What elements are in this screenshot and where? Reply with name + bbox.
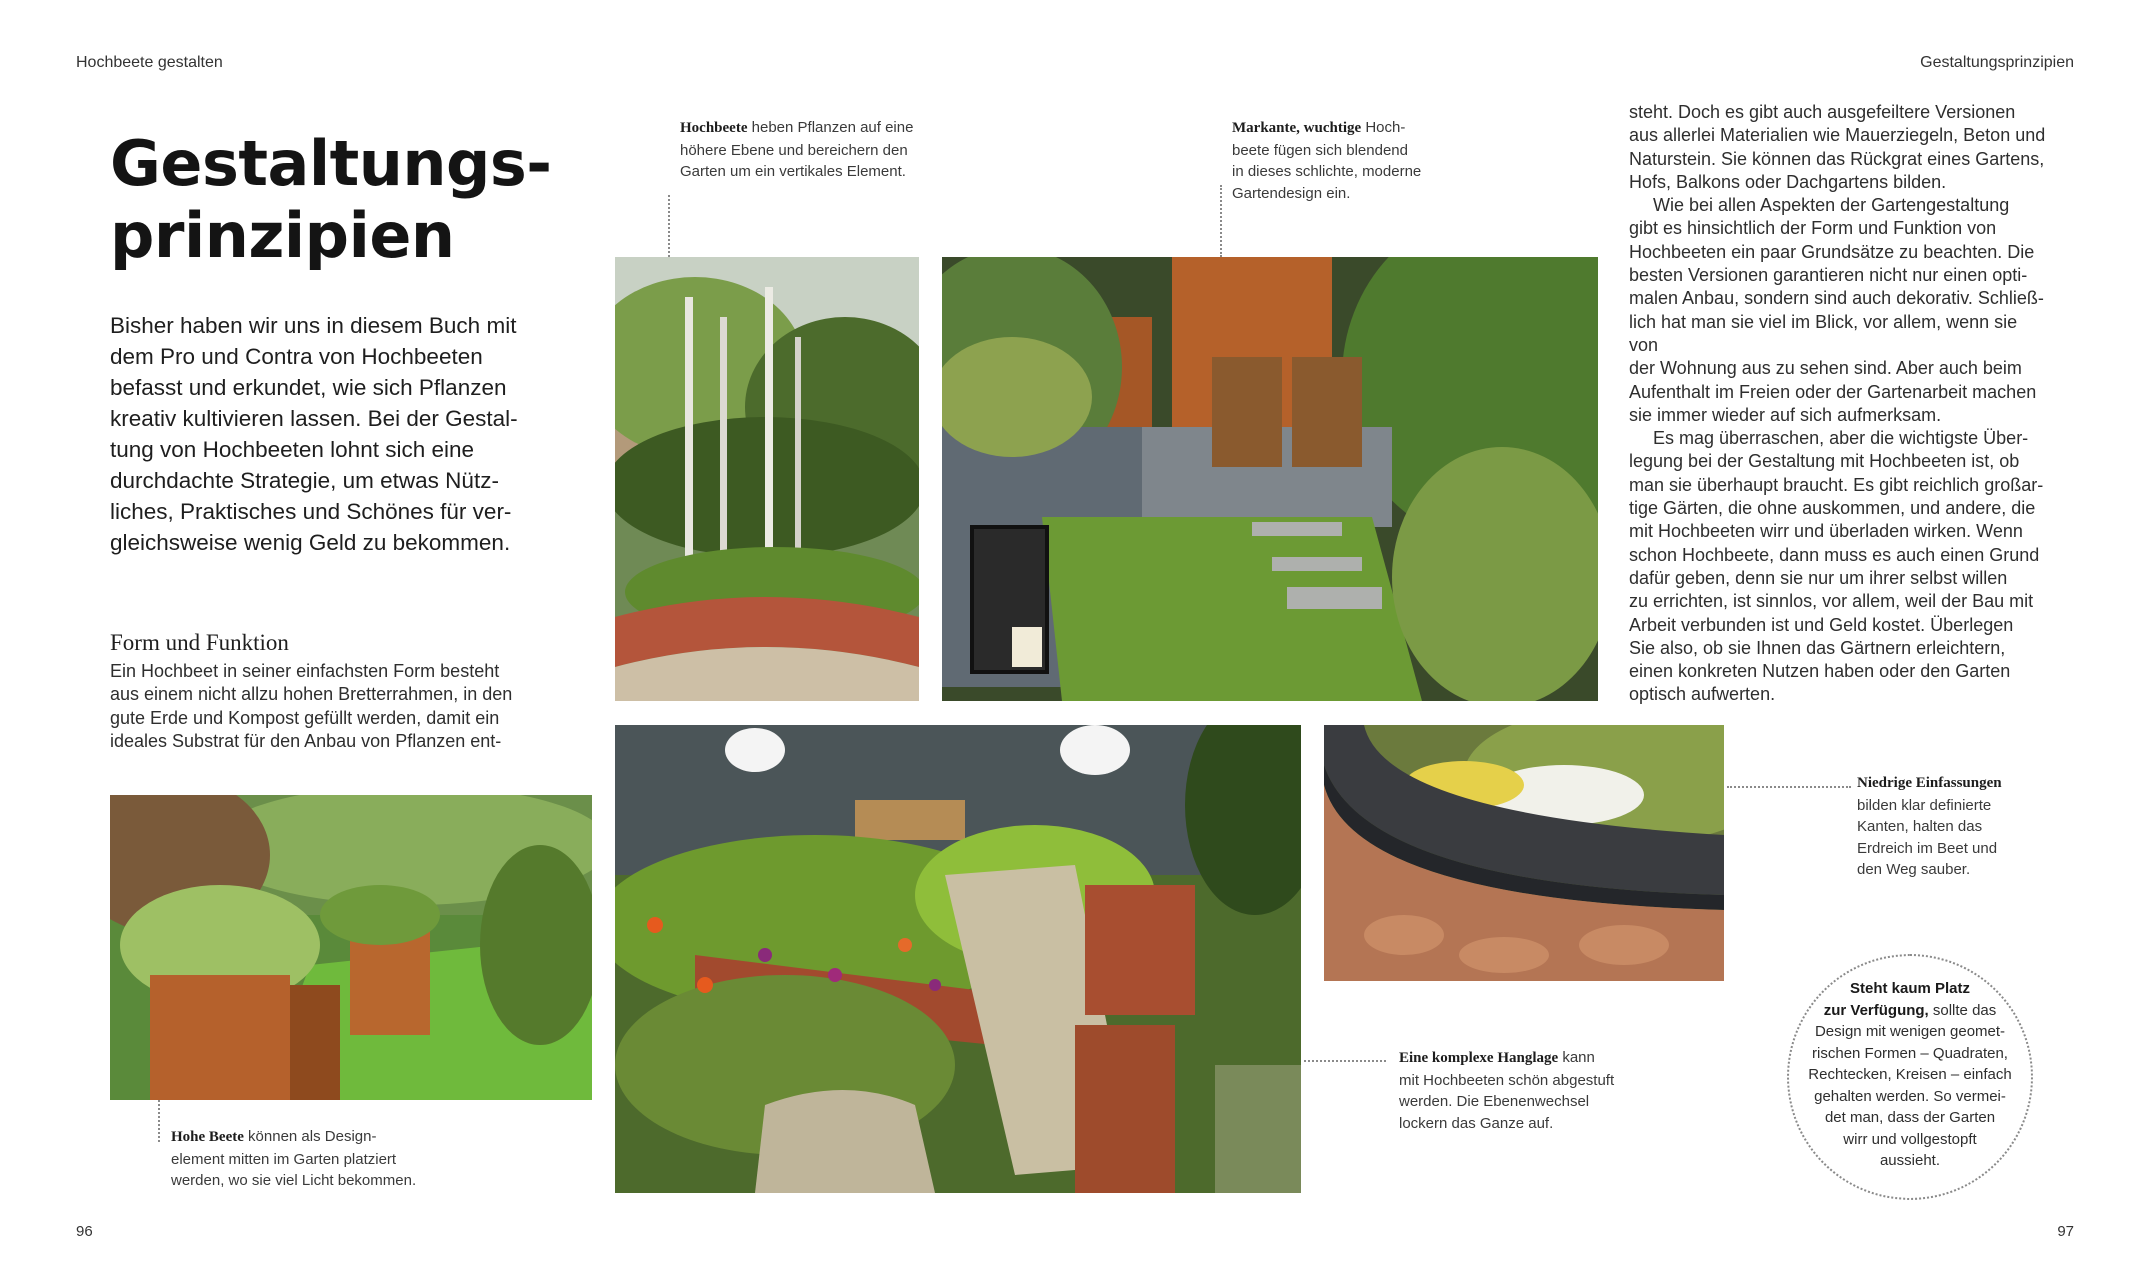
caption-hohe-beete xyxy=(171,1126,471,1192)
page-title xyxy=(110,128,630,272)
caption-text: kann xyxy=(1558,1049,1595,1066)
caption-text: den Weg sauber. xyxy=(1857,861,1971,878)
page-title-line-1: Gestaltungs- xyxy=(110,127,552,200)
tip-bold: zur Verfügung, xyxy=(1823,1001,1929,1019)
body-line: schon Hochbeete, dann muss es auch einen Grund xyxy=(1629,544,2040,565)
tip-line: sollte das xyxy=(1928,1001,1997,1019)
body-line: dafür geben, denn sie nur um ihrer selbst willen xyxy=(1629,567,2008,588)
body-line: Naturstein. Sie können das Rückgrat eines Gartens, xyxy=(1629,148,2045,169)
caption-text: werden. Die Ebenenwechsel xyxy=(1399,1093,1590,1110)
body-line: Sie also, ob sie Ihnen das Gärtnern erleichtern, xyxy=(1629,637,2006,658)
body-line: gute Erde und Kompost gefüllt werden, damit ein xyxy=(110,707,500,728)
section-heading: Form und Funktion xyxy=(110,630,289,655)
body-line: Hofs, Balkons oder Dachgartens bilden. xyxy=(1629,171,1947,192)
running-head-left: Hochbeete gestalten xyxy=(76,54,223,71)
body-line: Wie bei allen Aspekten der Gartengestaltung xyxy=(1653,195,2010,216)
tip-line: rischen Formen – Quadraten, xyxy=(1812,1044,2008,1062)
caption-bold: Hochbeete xyxy=(680,120,748,136)
photo-slate-wall-bed xyxy=(1324,725,1724,981)
caption-text: Hoch- xyxy=(1361,119,1406,136)
body-line: lich hat man sie viel im Blick, vor allem, wenn sie von xyxy=(1629,311,2018,355)
tip-bold: Steht kaum Platz xyxy=(1849,980,1971,997)
intro-line: Bisher haben wir uns in diesem Buch mit xyxy=(110,313,517,338)
running-head-right: Gestaltungsprinzipien xyxy=(1920,54,2074,71)
intro-line: dem Pro und Contra von Hochbeeten xyxy=(110,344,483,369)
intro-line: durchdachte Strategie, um etwas Nütz- xyxy=(110,468,499,493)
page-number-left: 96 xyxy=(76,1223,93,1240)
caption-markante xyxy=(1232,117,1472,204)
intro-line: liches, Praktisches und Schönes für ver- xyxy=(110,499,512,524)
tip-line: det man, dass der Garten xyxy=(1824,1109,1996,1126)
body-line: Es mag überraschen, aber die wichtigste Über- xyxy=(1653,428,2029,449)
caption-text: beete fügen sich blendend xyxy=(1232,141,1408,159)
caption-text: Gartendesign ein. xyxy=(1232,184,1351,202)
intro-paragraph xyxy=(110,310,590,558)
page-title-line-2: prinzipien xyxy=(110,199,455,272)
tip-line: aussieht. xyxy=(1879,1152,1941,1169)
caption-text: Kanten, halten das xyxy=(1857,818,1983,835)
photo-corten-raised-beds xyxy=(110,795,592,1100)
caption-leader-line xyxy=(1220,185,1222,257)
caption-leader-line xyxy=(1727,786,1851,788)
body-line: legung bei der Gestaltung mit Hochbeeten ist, ob xyxy=(1629,451,2020,472)
body-line: Aufenthalt im Freien oder der Gartenarbeit machen xyxy=(1629,381,2037,402)
body-line: tige Gärten, die ohne auskommen, und andere, die xyxy=(1629,498,2036,519)
body-line: mit Hochbeeten wirr und überladen wirken. Wenn xyxy=(1629,521,2023,542)
section-body xyxy=(110,660,550,753)
caption-text: werden, wo sie viel Licht bekommen. xyxy=(171,1172,417,1189)
photo-hillside-brick-terraces xyxy=(615,725,1301,1193)
tip-text xyxy=(1797,978,2023,1172)
caption-text: können als Design- xyxy=(243,1128,377,1145)
caption-text: Erdreich im Beet und xyxy=(1857,839,1998,857)
caption-bold: Markante, wuchtige xyxy=(1232,120,1362,136)
intro-line: befasst und erkundet, wie sich Pflanzen xyxy=(110,375,507,400)
body-line: Hochbeeten ein paar Grundsätze zu beachten. Die xyxy=(1629,241,2035,262)
tip-line: wirr und vollgestopft xyxy=(1843,1130,1977,1148)
caption-text: mit Hochbeeten schön abgestuft xyxy=(1399,1071,1615,1089)
caption-text: lockern das Ganze auf. xyxy=(1399,1114,1554,1132)
right-column-text xyxy=(1629,101,2049,707)
intro-line: kreativ kultivieren lassen. Bei der Gestal- xyxy=(110,406,518,431)
photo-modern-dining-garden xyxy=(942,257,1598,701)
caption-text: höhere Ebene und bereichern den xyxy=(680,141,908,159)
caption-bold: Eine komplexe Hanglage xyxy=(1399,1050,1559,1066)
body-line: der Wohnung aus zu sehen sind. Aber auch beim xyxy=(1629,358,2022,379)
tip-line: Rechtecken, Kreisen – einfach xyxy=(1808,1066,2012,1083)
body-line: besten Versionen garantieren nicht nur einen opti- xyxy=(1629,265,2028,286)
body-line: man sie überhaupt braucht. Es gibt reichlich großar- xyxy=(1629,474,2044,495)
caption-text: in dieses schlichte, moderne xyxy=(1232,163,1422,180)
intro-line: tung von Hochbeeten lohnt sich eine xyxy=(110,437,475,462)
body-line: sie immer wieder auf sich aufmerksam. xyxy=(1629,404,1942,425)
caption-hochbeete xyxy=(680,117,980,183)
caption-text: heben Pflanzen auf eine xyxy=(747,119,914,136)
page-number-right: 97 xyxy=(2057,1223,2074,1240)
body-line: gibt es hinsichtlich der Form und Funktion von xyxy=(1629,218,1997,239)
caption-leader-line xyxy=(668,195,670,257)
caption-text: element mitten im Garten platziert xyxy=(171,1150,397,1168)
tip-line: Design mit wenigen geomet- xyxy=(1814,1023,2006,1040)
body-line: aus einem nicht allzu hohen Bretterrahmen, in den xyxy=(110,684,513,705)
photo-birch-raised-bed xyxy=(615,257,919,701)
body-line: aus allerlei Materialien wie Mauerziegeln, Beton und xyxy=(1629,125,2046,146)
body-line: Ein Hochbeet in seiner einfachsten Form besteht xyxy=(110,661,500,681)
caption-bold: Hohe Beete xyxy=(171,1129,244,1145)
caption-bold: Niedrige Einfassungen xyxy=(1857,775,2002,791)
body-line: ideales Substrat für den Anbau von Pflanzen ent- xyxy=(110,730,502,751)
caption-text: bilden klar definierte xyxy=(1857,796,1992,814)
intro-line: gleichsweise wenig Geld zu bekommen. xyxy=(110,530,511,555)
body-line: optisch aufwerten. xyxy=(1629,684,1776,705)
caption-leader-line xyxy=(158,1100,160,1142)
body-line: malen Anbau, sondern sind auch dekorativ. Schließ- xyxy=(1629,288,2044,309)
caption-niedrige xyxy=(1857,772,2057,881)
caption-text: Garten um ein vertikales Element. xyxy=(680,163,906,180)
body-line: Arbeit verbunden ist und Geld kostet. Überlegen xyxy=(1629,614,2014,635)
caption-hanglage xyxy=(1399,1047,1659,1134)
body-line: einen konkreten Nutzen haben oder den Garten xyxy=(1629,661,2011,682)
body-line: steht. Doch es gibt auch ausgefeiltere Versionen xyxy=(1629,102,2016,122)
tip-line: gehalten werden. So vermei- xyxy=(1814,1087,2006,1105)
body-line: zu errichten, ist sinnlos, vor allem, weil der Bau mit xyxy=(1629,591,2034,612)
caption-leader-line xyxy=(1304,1060,1386,1062)
